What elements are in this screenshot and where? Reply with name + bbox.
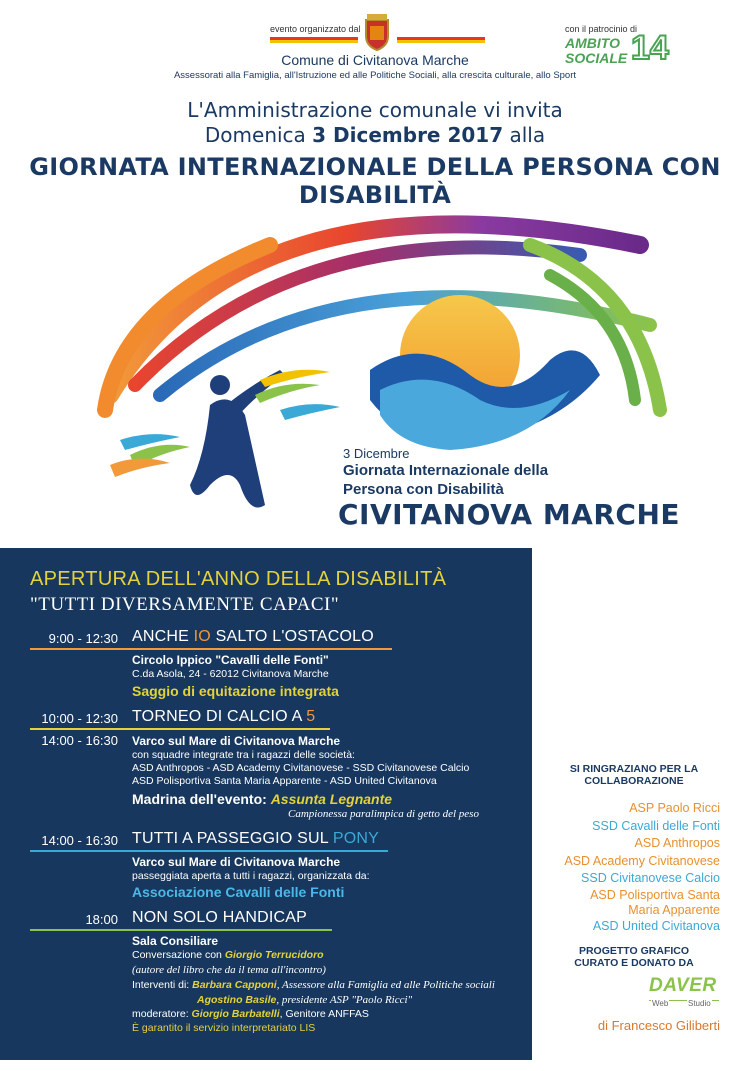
sponsor-item: Maria Apparente [628, 902, 720, 917]
daver-logo-studio: Studio [688, 999, 711, 1008]
daver-logo-name: DAVER [649, 975, 717, 996]
event2-underline [30, 728, 330, 730]
daver-logo [645, 975, 725, 1011]
flag-stripe-right [397, 37, 485, 43]
speaker2-name: Agostino Basile [197, 994, 277, 1006]
moderator-name: Giorgio Barbatelli [191, 1008, 280, 1020]
event1-address: C.da Asola, 24 - 62012 Civitanova Marche [132, 668, 329, 680]
coat-of-arms-icon [362, 14, 392, 52]
thanks-title-l1: SI RINGRAZIANO PER LA [569, 763, 699, 775]
conv-name: Giorgio Terrucidoro [224, 949, 324, 961]
invite-date-post: alla [503, 123, 546, 147]
sponsor-item: ASD United Civitanova [592, 918, 720, 933]
designer-name: di Francesco Giliberti [597, 1018, 720, 1033]
program-subtitle: "TUTTI DIVERSAMENTE CAPACI" [30, 594, 340, 615]
event2-text1: con squadre integrate tra i ragazzi delle società: [132, 749, 355, 761]
speaker1-name: Barbara Capponi [192, 979, 277, 991]
sponsor-item: ASP Paolo Ricci [629, 801, 720, 815]
thanks-title [548, 763, 720, 787]
sponsor-item: ASD Polisportiva Santa [590, 887, 720, 902]
event4-moderator [132, 1008, 369, 1020]
event2-title-a: TORNEO DI CALCIO A [132, 708, 307, 725]
event3-venue: Varco sul Mare di Civitanova Marche [132, 855, 341, 869]
event3-time: 14:00 - 16:30 [41, 833, 118, 848]
event2-time1: 10:00 - 12:30 [41, 711, 118, 726]
comune-name: Comune di Civitanova Marche [281, 52, 469, 68]
event-main-title: GIORNATA INTERNAZIONALE DELLA PERSONA CON DISABILITÀ [29, 153, 721, 209]
event1-title [132, 628, 374, 646]
event4-conversation [132, 949, 324, 961]
event4-time: 18:00 [85, 912, 118, 927]
event2-title [132, 708, 315, 726]
event4-title: NON SOLO HANDICAP [132, 909, 307, 926]
event2-title-hl: 5 [306, 708, 316, 725]
sponsor-item: ASD Anthropos [634, 836, 720, 850]
event4-lis-note: È garantito il servizio interpretariato LIS [132, 1022, 316, 1034]
assessorati-line: Assessorati alla Famiglia, all'Istruzione ed alle Politiche Sociali, alla crescita culturale, allo Sport [173, 70, 577, 81]
invite-date-line [0, 123, 750, 147]
event1-venue: Circolo Ippico "Cavalli delle Fonti" [132, 653, 329, 667]
sponsor-item: ASD Academy Civitanovese [564, 853, 720, 868]
event2-madrina [132, 791, 392, 807]
event4-venue: Sala Consiliare [132, 934, 219, 948]
event1-time: 9:00 - 12:30 [48, 631, 118, 646]
sponsor-item: SSD Civitanovese Calcio [581, 871, 720, 885]
event2-text2: ASD Anthropos - ASD Academy Civitanovese - SSD Civitanovese Calcio [132, 762, 470, 774]
moderator-role: , Genitore ANFFAS [279, 1008, 369, 1020]
event3-title-a: TUTTI A PASSEGGIO SUL [132, 830, 333, 847]
swoosh-right-blue [280, 404, 340, 420]
event2-text3: ASD Polisportiva Santa Maria Apparente - ASD United Civitanova [132, 775, 437, 787]
patronage-label: con il patrocinio di [565, 24, 638, 34]
sponsor-list [540, 800, 720, 935]
logo-line2: Persona con Disabilità [343, 481, 504, 498]
thanks-title-l2: COLLABORAZIONE [584, 775, 684, 787]
madrina-description: Campionessa paralimpica di getto del peso [288, 808, 479, 820]
project-credit-l2: CURATO E DONATO DA [574, 957, 694, 969]
event3-text1: passeggiata aperta a tutti i ragazzi, organizzata da: [132, 870, 370, 882]
event1-title-b: SALTO L'OSTACOLO [210, 628, 374, 645]
invite-date-pre: Domenica [204, 123, 313, 147]
speakers-label: Interventi di: [132, 979, 193, 991]
moderator-label: moderatore: [132, 1008, 192, 1020]
event2-venue: Varco sul Mare di Civitanova Marche [132, 734, 341, 748]
speaker2-role: , presidente ASP "Paolo Ricci" [276, 994, 413, 1006]
event2-time2: 14:00 - 16:30 [41, 733, 118, 748]
invite-line: L'Amministrazione comunale vi invita [187, 98, 563, 122]
event3-underline [30, 850, 388, 852]
event1-highlight: Saggio di equitazione integrata [132, 683, 339, 699]
event1-underline [30, 648, 392, 650]
logo-city: CIVITANOVA MARCHE [338, 498, 681, 531]
event4-speaker1 [132, 979, 495, 991]
ambito-logo-line1: AMBITO [565, 35, 620, 51]
project-credit [548, 945, 720, 969]
event3-title [132, 830, 379, 848]
organized-by-label: evento organizzato dal [270, 24, 361, 34]
madrina-name: Assunta Legnante [270, 791, 393, 807]
event4-speaker2 [197, 994, 412, 1006]
project-credit-l1: PROGETTO GRAFICO [578, 945, 690, 957]
event3-highlight: Associazione Cavalli delle Fonti [132, 884, 345, 900]
conv-label: Conversazione con [132, 949, 225, 961]
flag-stripe-left [270, 37, 358, 43]
figure-head [210, 375, 230, 395]
madrina-label: Madrina dell'evento: [132, 791, 271, 807]
event4-underline [30, 929, 332, 931]
speaker1-role: , Assessore alla Famiglia ed alle Politiche sociali [276, 979, 495, 991]
event1-title-hl: IO [193, 628, 211, 645]
program-title: APERTURA DELL'ANNO DELLA DISABILITÀ [30, 568, 447, 590]
event1-title-a: ANCHE [132, 628, 194, 645]
logo-date: 3 Dicembre [343, 446, 410, 461]
logo-line1: Giornata Internazionale della [343, 462, 549, 479]
daver-logo-web: Web [652, 999, 669, 1008]
swoosh-orange [110, 458, 170, 477]
event4-conv-note: (autore del libro che da il tema all'incontro) [132, 964, 326, 976]
ambito-logo-number: 14 [631, 29, 669, 67]
ambito-logo-line2: SOCIALE [565, 50, 628, 66]
sponsor-item: SSD Cavalli delle Fonti [592, 818, 720, 833]
invite-date: 3 Dicembre 2017 [312, 123, 504, 147]
event3-title-hl: PONY [332, 830, 380, 847]
